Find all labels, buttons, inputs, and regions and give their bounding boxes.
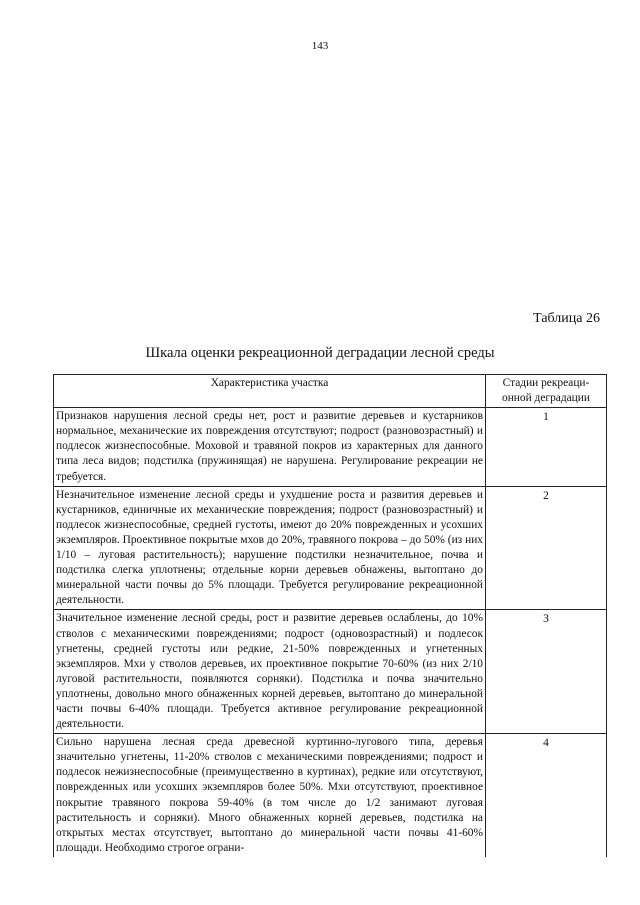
row-stage: 4 xyxy=(486,734,607,857)
row-characteristic: Сильно нарушена лесная среда древесной куртинно-лугового типа, деревья значительно угнетены, 11-20% стволов с механическими повреждениями; подрост и подлесок нежизнеспособные (преимущественно в куртинах), редкие или отсутствуют, поврежденных или усохших экземпляров более 50%. Мхи отсутствуют, проективное покрытие травяного покрова 59-40% (в том числе до 1/2 занимают луговая растительность и сорняки). Много обнаженных корней деревьев, подстилка на открытых местах отсутствует, вытоптано до минеральной части почвы 41-60% площади. Необходимо строгое ограни- xyxy=(54,734,486,857)
row-stage: 3 xyxy=(486,610,607,734)
row-stage: 1 xyxy=(486,408,607,486)
row-characteristic: Значительное изменение лесной среды, рост и развитие деревьев ослаблены, до 10% стволов с механическими повреждениями; подрост (одновозрастный) и подлесок угнетены, средней густоты или редкие, 21-50% поврежденных и угнетенных экземпляров. Мхи у стволов деревьев, их проективное покрытие 70-60% (из них 2/10 луговой растительности, появляются сорняки). Подстилка и почва значительно уплотнены, довольно много обнаженных корней деревьев, вытоптано до минеральной части почвы 6-40% площади. Требуется активное регулирование рекреационной деятельности. xyxy=(54,610,486,734)
row-characteristic: Незначительное изменение лесной среды и ухудшение роста и развития деревьев и кустарников, единичные их механические повреждения; подрост (разновозрастный) и подлесок жизнеспособные, средней густоты, имеют до 20% поврежденных и усохших экземпляров. Проективное покрытые мхов до 20%, травяного покрова – до 50% (из них 1/10 – луговая растительность); нарушение подстилки незначительное, почва и подстилка слегка уплотнены; отдельные корни деревьев обнажены, вытоптано до минеральной части почвы до 5% площади. Требуется регулирование рекреационной деятельности. xyxy=(54,486,486,610)
header-characteristic: Характеристика участка xyxy=(54,375,486,408)
table-title: Шкала оценки рекреационной деградации лесной среды xyxy=(145,345,495,361)
page-number: 143 xyxy=(311,40,329,52)
table-row xyxy=(54,486,607,610)
row-stage: 2 xyxy=(486,486,607,610)
table-row xyxy=(54,408,607,486)
header-stage: Стадии рекреаци-онной деградации xyxy=(486,375,607,408)
table-header-row xyxy=(54,375,607,408)
table-row xyxy=(54,734,607,857)
degradation-table xyxy=(53,374,607,857)
row-characteristic: Признаков нарушения лесной среды нет, рост и развитие деревьев и кустарников нормальное, механические их повреждения отсутствуют; подрост (разновозрастный) и подлесок жизнеспособные. Моховой и травяной покров из характерных для данного типа леса видов; подстилка (пружинящая) не нарушена. Регулирование рекреации не требуется. xyxy=(54,408,486,486)
table-label: Таблица 26 xyxy=(533,311,600,326)
table-row xyxy=(54,610,607,734)
